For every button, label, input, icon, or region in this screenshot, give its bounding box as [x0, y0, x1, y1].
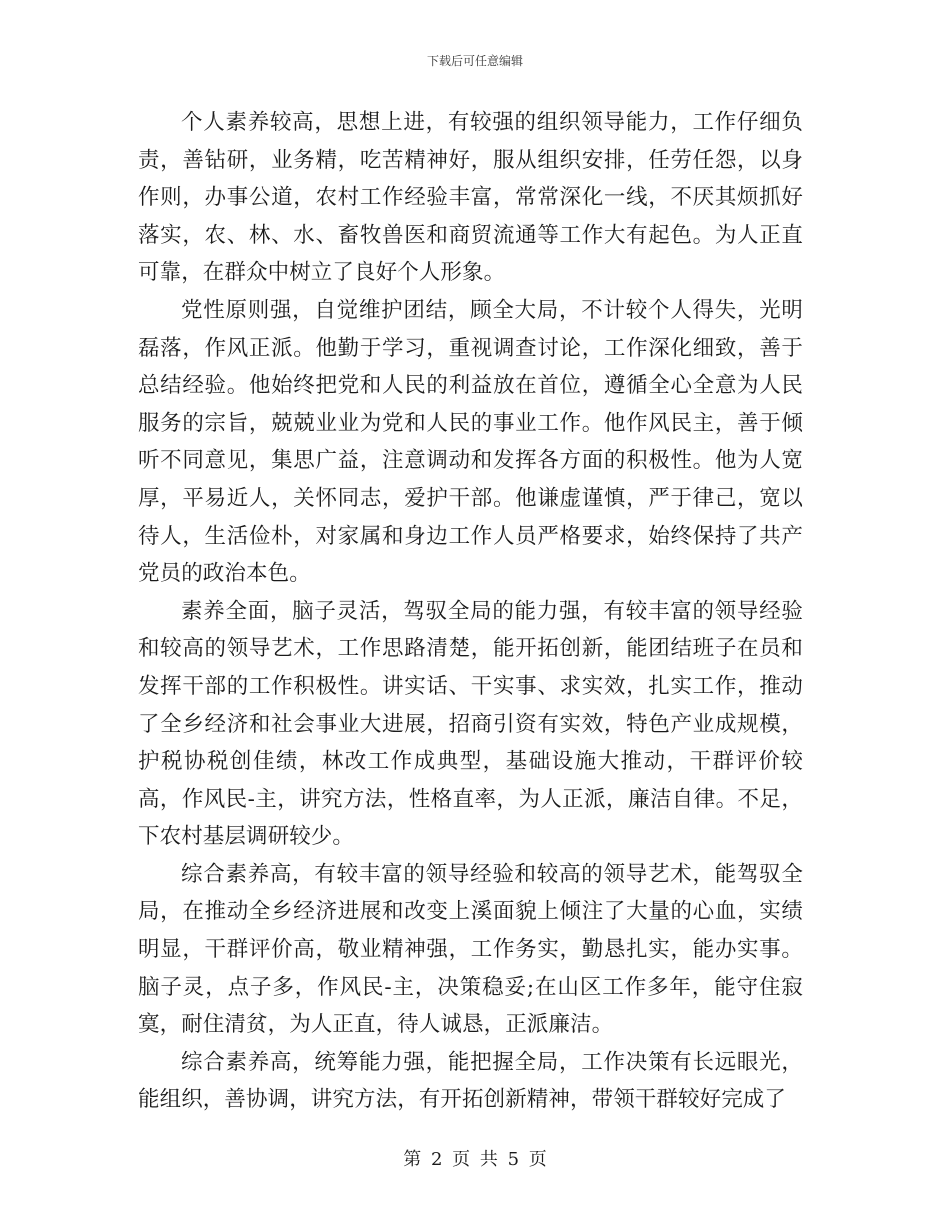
- page-number-footer: 第 2 页 共 5 页: [403, 1149, 547, 1170]
- document-body: [138, 104, 803, 1119]
- paragraph-1: 个人素养较高，思想上进，有较强的组织领导能力，工作仔细负责，善钻研，业务精，吃苦精神好，服从组织安排，任劳任怨，以身作则，办事公道，农村工作经验丰富，常常深化一线，不厌其烦抓好落实，农、林、水、畜牧兽医和商贸流通等工作大有起色。为人正直可靠，在群众中树立了良好个人形象。: [138, 110, 803, 286]
- paragraph-4: 综合素养高，有较丰富的领导经验和较高的领导艺术，能驾驭全局，在推动全乡经济进展和改变上溪面貌上倾注了大量的心血，实绩明显，干群评价高，敬业精神强，工作务实，勤恳扎实，能办实事。脑子灵，点子多，作风民-主，决策稳妥;在山区工作多年，能守住寂寞，耐住清贫，为人正直，待人诚恳，正派廉洁。: [138, 861, 803, 1038]
- paragraph-2: 党性原则强，自觉维护团结，顾全大局，不计较个人得失，光明磊落，作风正派。他勤于学习，重视调查讨论，工作深化细致，善于总结经验。他始终把党和人民的利益放在首位，遵循全心全意为人民服务的宗旨，兢兢业业为党和人民的事业工作。他作风民主，善于倾听不同意见，集思广益，注意调动和发挥各方面的积极性。他为人宽厚，平易近人，关怀同志，爱护干部。他谦虚谨慎，严于律己，宽以待人，生活俭朴，对家属和身边工作人员严格要求，始终保持了共产党员的政治本色。: [138, 297, 803, 587]
- page-header: 下载后可任意编辑: [426, 54, 523, 68]
- paragraph-3: 素养全面，脑子灵活，驾驭全局的能力强，有较丰富的领导经验和较高的领导艺术，工作思路清楚，能开拓创新，能团结班子在员和发挥干部的工作积极性。讲实话、干实事、求实效，扎实工作，推动了全乡经济和社会事业大进展，招商引资有实效，特色产业成规模，护税协税创佳绩，林改工作成典型，基础设施大推动，干群评价较高，作风民-主，讲究方法，性格直率，为人正派，廉洁自律。不足，下农村基层调研较少。: [138, 598, 803, 850]
- paragraph-5: 综合素养高，统筹能力强，能把握全局，工作决策有长远眼光，能组织，善协调，讲究方法，有开拓创新精神，带领干群较好完成了: [138, 1049, 803, 1113]
